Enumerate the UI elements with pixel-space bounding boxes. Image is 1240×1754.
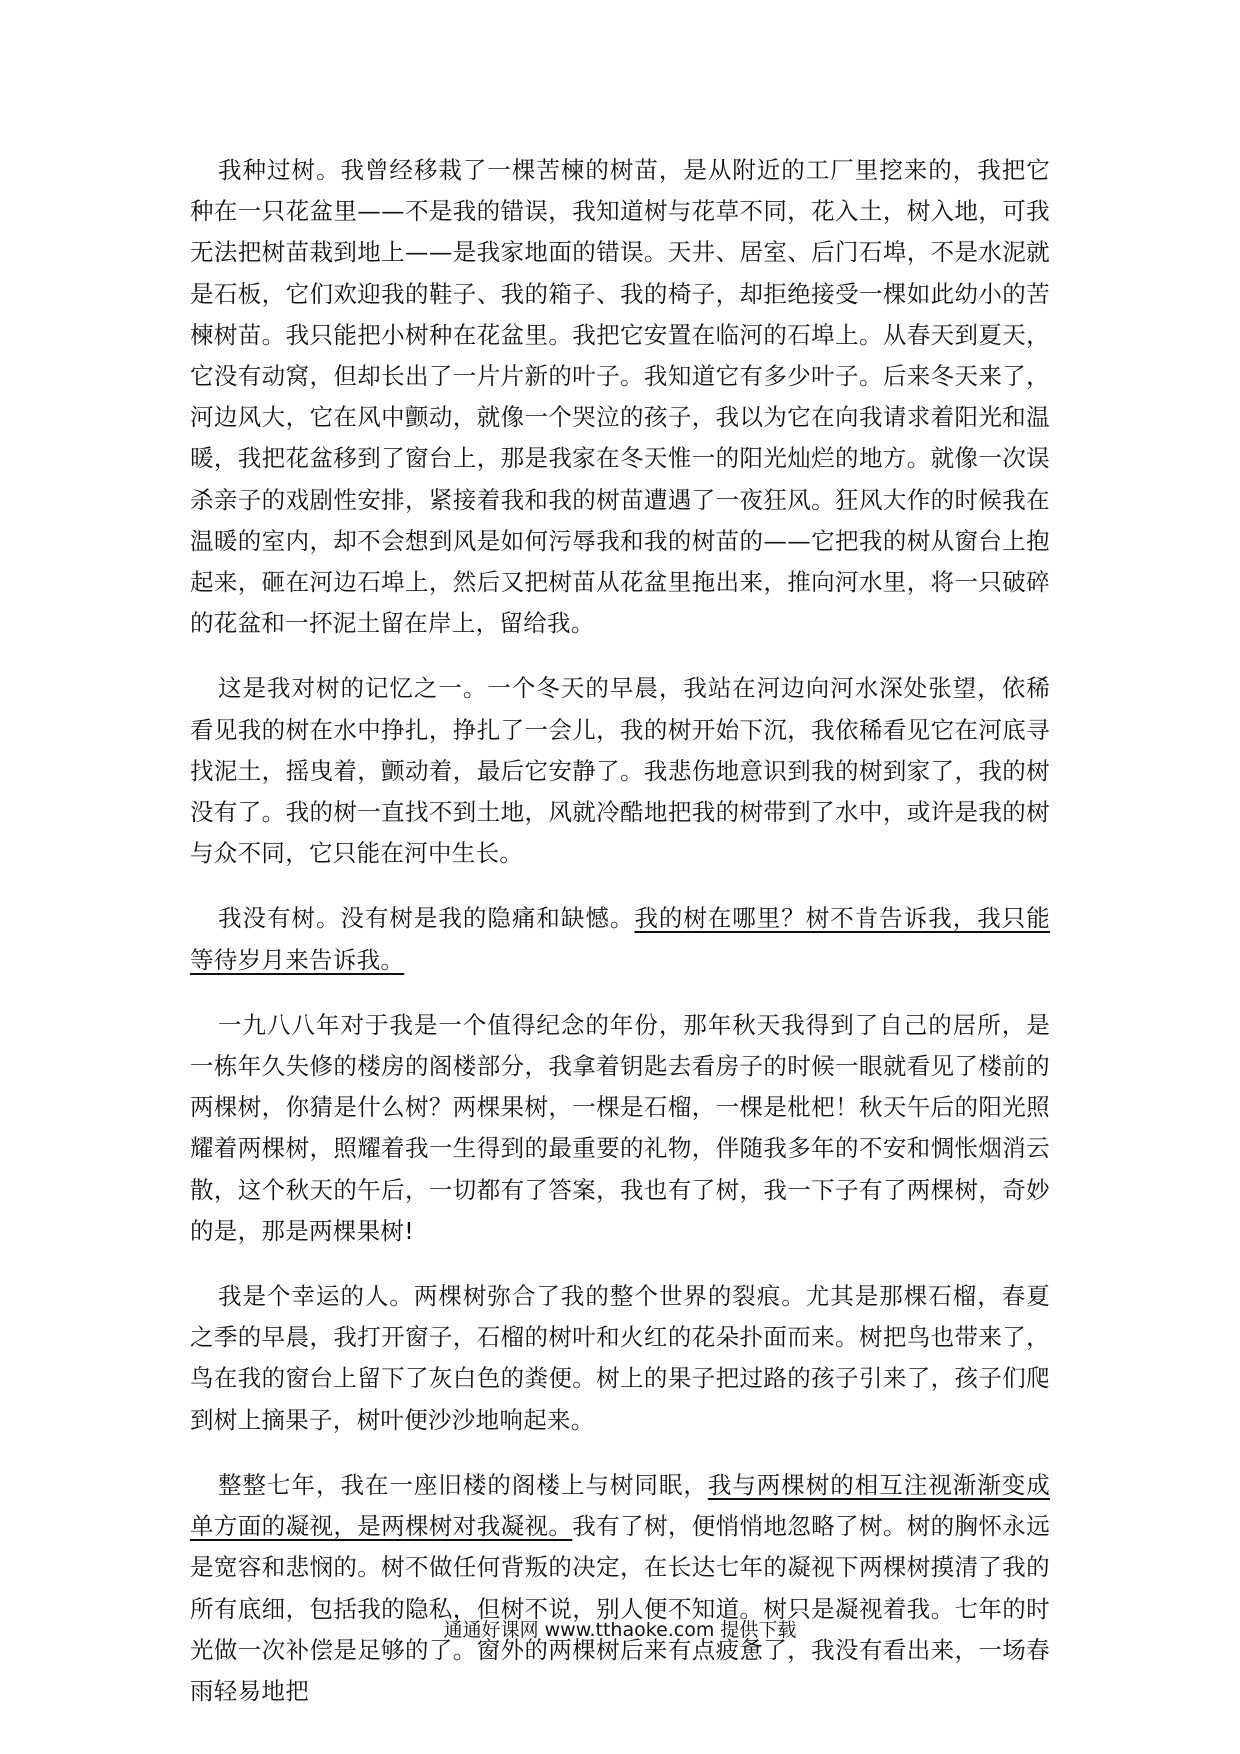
- paragraph-text: 我是个幸运的人。两棵树弥合了我的整个世界的裂痕。尤其是那棵石榴，春夏之季的早晨，我打开窗子，石榴的树叶和火红的花朵扑面而来。树把鸟也带来了，鸟在我的窗台上留下了灰白色的粪便。树上的果子把过路的孩子引来了，孩子们爬到树上摘果子，树叶便沙沙地响起来。: [190, 1282, 1050, 1434]
- paragraph-text: 我种过树。我曾经移栽了一棵苦楝的树苗，是从附近的工厂里挖来的，我把它种在一只花盆里——不是我的错误，我知道树与花草不同，花入土，树入地，可我无法把树苗栽到地上——是我家地面的错误。天井、居室、后门石埠，不是水泥就是石板，它们欢迎我的鞋子、我的箱子、我的椅子，却拒绝接受一棵如此幼小的苦楝树苗。我只能把小树种在花盆里。我把它安置在临河的石埠上。从春天到夏天，它没有动窝，但却长出了一片片新的叶子。我知道它有多少叶子。后来冬天来了，河边风大，它在风中颤动，就像一个哭泣的孩子，我以为它在向我请求着阳光和温暖，我把花盆移到了窗台上，那是我家在冬天惟一的阳光灿烂的地方。就像一次误杀亲子的戏剧性安排，紧接着我和我的树苗遭遇了一夜狂风。狂风大作的时候我在温暖的室内，却不会想到风是如何污辱我和我的树苗的——它把我的树从窗台上抱起来，砸在河边石埠上，然后又把树苗从花盆里拖出来，推向河水里，将一只破碎的花盆和一抔泥土留在岸上，留给我。: [190, 156, 1050, 638]
- paragraph-4: [190, 1005, 1050, 1252]
- paragraph-text: 我没有树。没有树是我的隐痛和缺憾。: [218, 904, 635, 933]
- paragraph-text: 这是我对树的记忆之一。一个冬天的早晨，我站在河边向河水深处张望，依稀看见我的树在水中挣扎，挣扎了一会儿，我的树开始下沉，我依稀看见它在河底寻找泥土，摇曳着，颤动着，最后它安静了。我悲伤地意识到我的树到家了，我的树没有了。我的树一直找不到土地，风就冷酷地把我的树带到了水中，或许是我的树与众不同，它只能在河中生长。: [190, 674, 1050, 868]
- underlined-text: 我与两棵树的相互注视渐渐变成单方面的凝视，是两棵树对我凝视。: [190, 1470, 1051, 1541]
- paragraph-1: [190, 150, 1050, 644]
- underlined-text: 我的树在哪里？树不肯告诉我，我只能等待岁月来告诉我。: [190, 904, 1050, 974]
- paragraph-text: 一九八八年对于我是一个值得纪念的年份，那年秋天我得到了自己的居所，是一栋年久失修的楼房的阁楼部分，我拿着钥匙去看房子的时候一眼就看见了楼前的两棵树，你猜是什么树？两棵果树，一棵是石榴，一棵是枇杷！秋天午后的阳光照耀着两棵树，照耀着我一生得到的最重要的礼物，伴随我多年的不安和惆怅烟消云散，这个秋天的午后，一切都有了答案，我也有了树，我一下子有了两棵树，奇妙的是，那是两棵果树!: [190, 1010, 1050, 1245]
- page-footer: [0, 1615, 1240, 1642]
- paragraph-3: [190, 898, 1050, 980]
- paragraph-5: [190, 1276, 1050, 1441]
- essay-body: [190, 150, 1050, 1736]
- footer-text: 通通好课网 www.tthaoke.com 提供下载: [443, 1619, 797, 1641]
- paragraph-2: [190, 668, 1050, 874]
- paragraph-text: 我有了树，便悄悄地忽略了树。树的胸怀永远是宽容和悲悯的。树不做任何背叛的决定，在长达七年的凝视下两棵树摸清了我的所有底细，包括我的隐私，但树不说，别人便不知道。树只是凝视着我。七年的时光做一次补偿是足够的了。窗外的两棵树后来有点疲惫了，我没有看出来，一场春雨轻易地把: [190, 1512, 1050, 1705]
- paragraph-6: [190, 1465, 1050, 1712]
- paragraph-text: 整整七年，我在一座旧楼的阁楼上与树同眠，: [218, 1470, 708, 1499]
